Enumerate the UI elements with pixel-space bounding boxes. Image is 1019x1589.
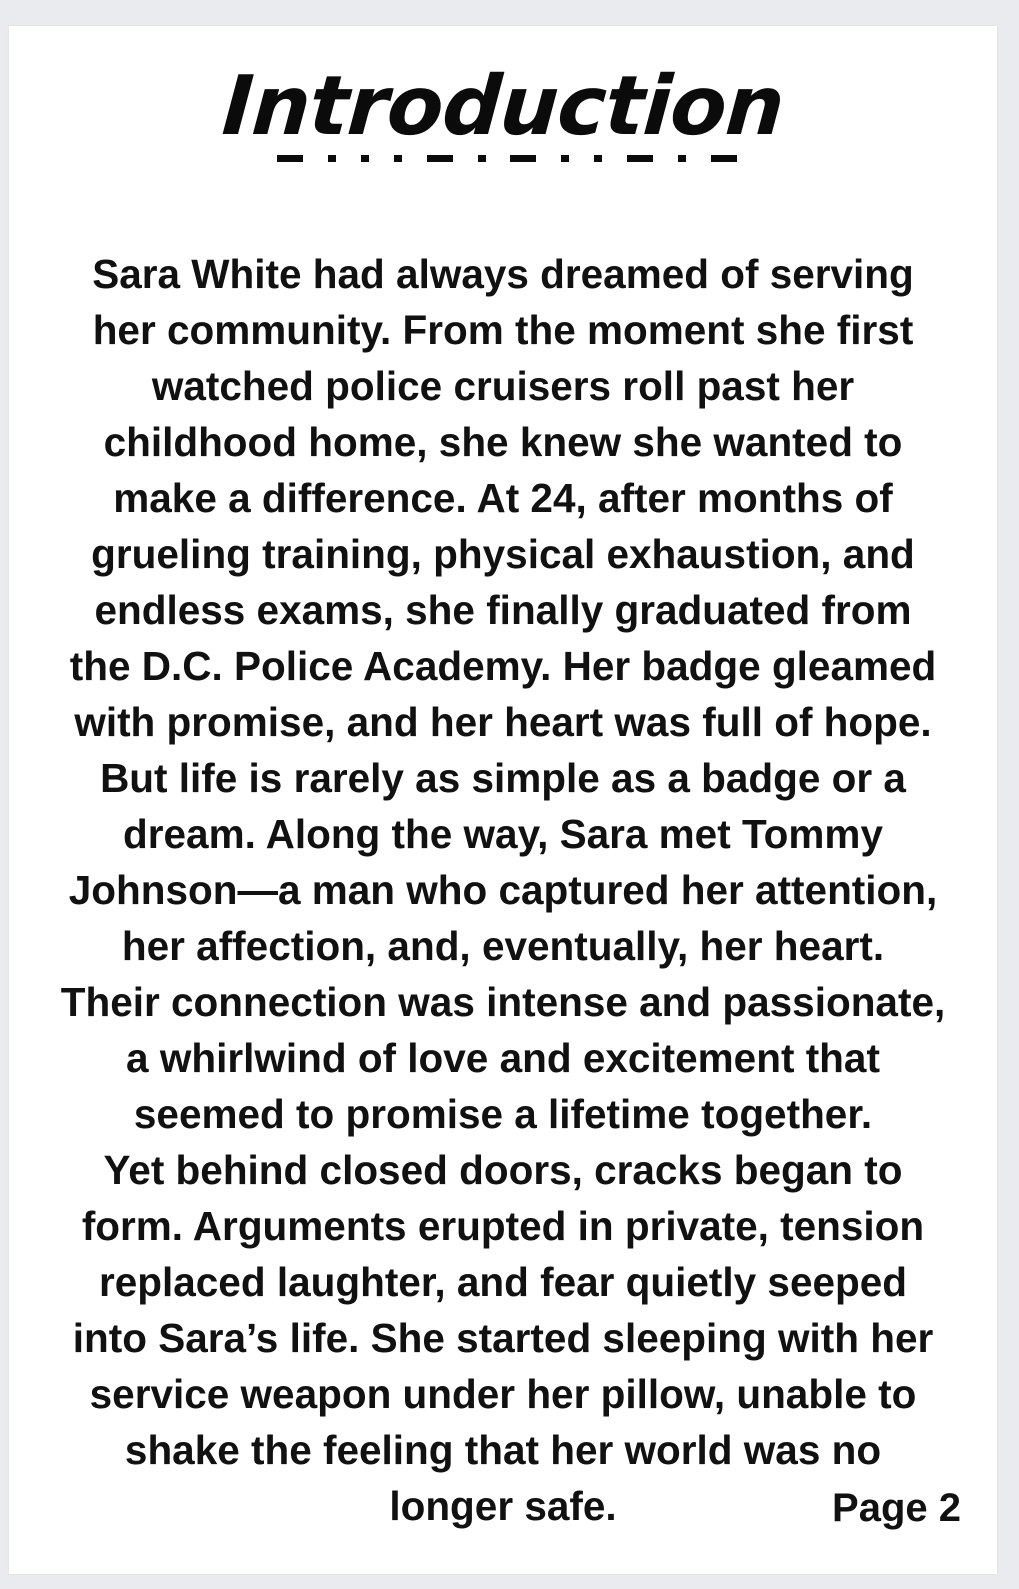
- body-line: Sara White had always dreamed of serving: [92, 251, 914, 297]
- document-page: [9, 26, 997, 1574]
- body-line: make a difference. At 24, after months of: [113, 475, 893, 521]
- body-paragraph: [39, 246, 967, 1534]
- body-line: a whirlwind of love and excitement that: [126, 1035, 880, 1081]
- body-line: seemed to promise a lifetime together.: [133, 1091, 873, 1137]
- title-underline-decoration: [277, 152, 737, 162]
- body-line: longer safe.: [389, 1483, 617, 1529]
- body-line: dream. Along the way, Sara met Tommy: [123, 811, 883, 857]
- body-line: watched police cruisers roll past her: [151, 363, 855, 409]
- body-line: shake the feeling that her world was no: [124, 1427, 882, 1473]
- body-line: replaced laughter, and fear quietly seeped: [98, 1259, 908, 1305]
- body-line: her affection, and, eventually, her heart.: [121, 923, 885, 969]
- body-line: childhood home, she knew she wanted to: [103, 419, 903, 465]
- body-line: endless exams, she finally graduated from: [94, 587, 912, 633]
- page-number: Page 2: [832, 1486, 961, 1530]
- body-line: service weapon under her pillow, unable to: [89, 1371, 917, 1417]
- body-line: But life is rarely as simple as a badge or a: [100, 755, 906, 801]
- body-line: form. Arguments erupted in private, tension: [81, 1203, 925, 1249]
- body-line: her community. From the moment she first: [92, 307, 914, 353]
- body-line: the D.C. Police Academy. Her badge gleamed: [69, 643, 937, 689]
- body-line: Yet behind closed doors, cracks began to: [103, 1147, 903, 1193]
- body-line: grueling training, physical exhaustion, and: [91, 531, 915, 577]
- body-line: Johnson—a man who captured her attention,: [68, 867, 938, 913]
- body-line: Their connection was intense and passionate,: [60, 979, 946, 1025]
- body-line: into Sara’s life. She started sleeping with her: [72, 1315, 934, 1361]
- page-title: Introduction: [219, 59, 787, 154]
- body-line: with promise, and her heart was full of hope.: [74, 699, 932, 745]
